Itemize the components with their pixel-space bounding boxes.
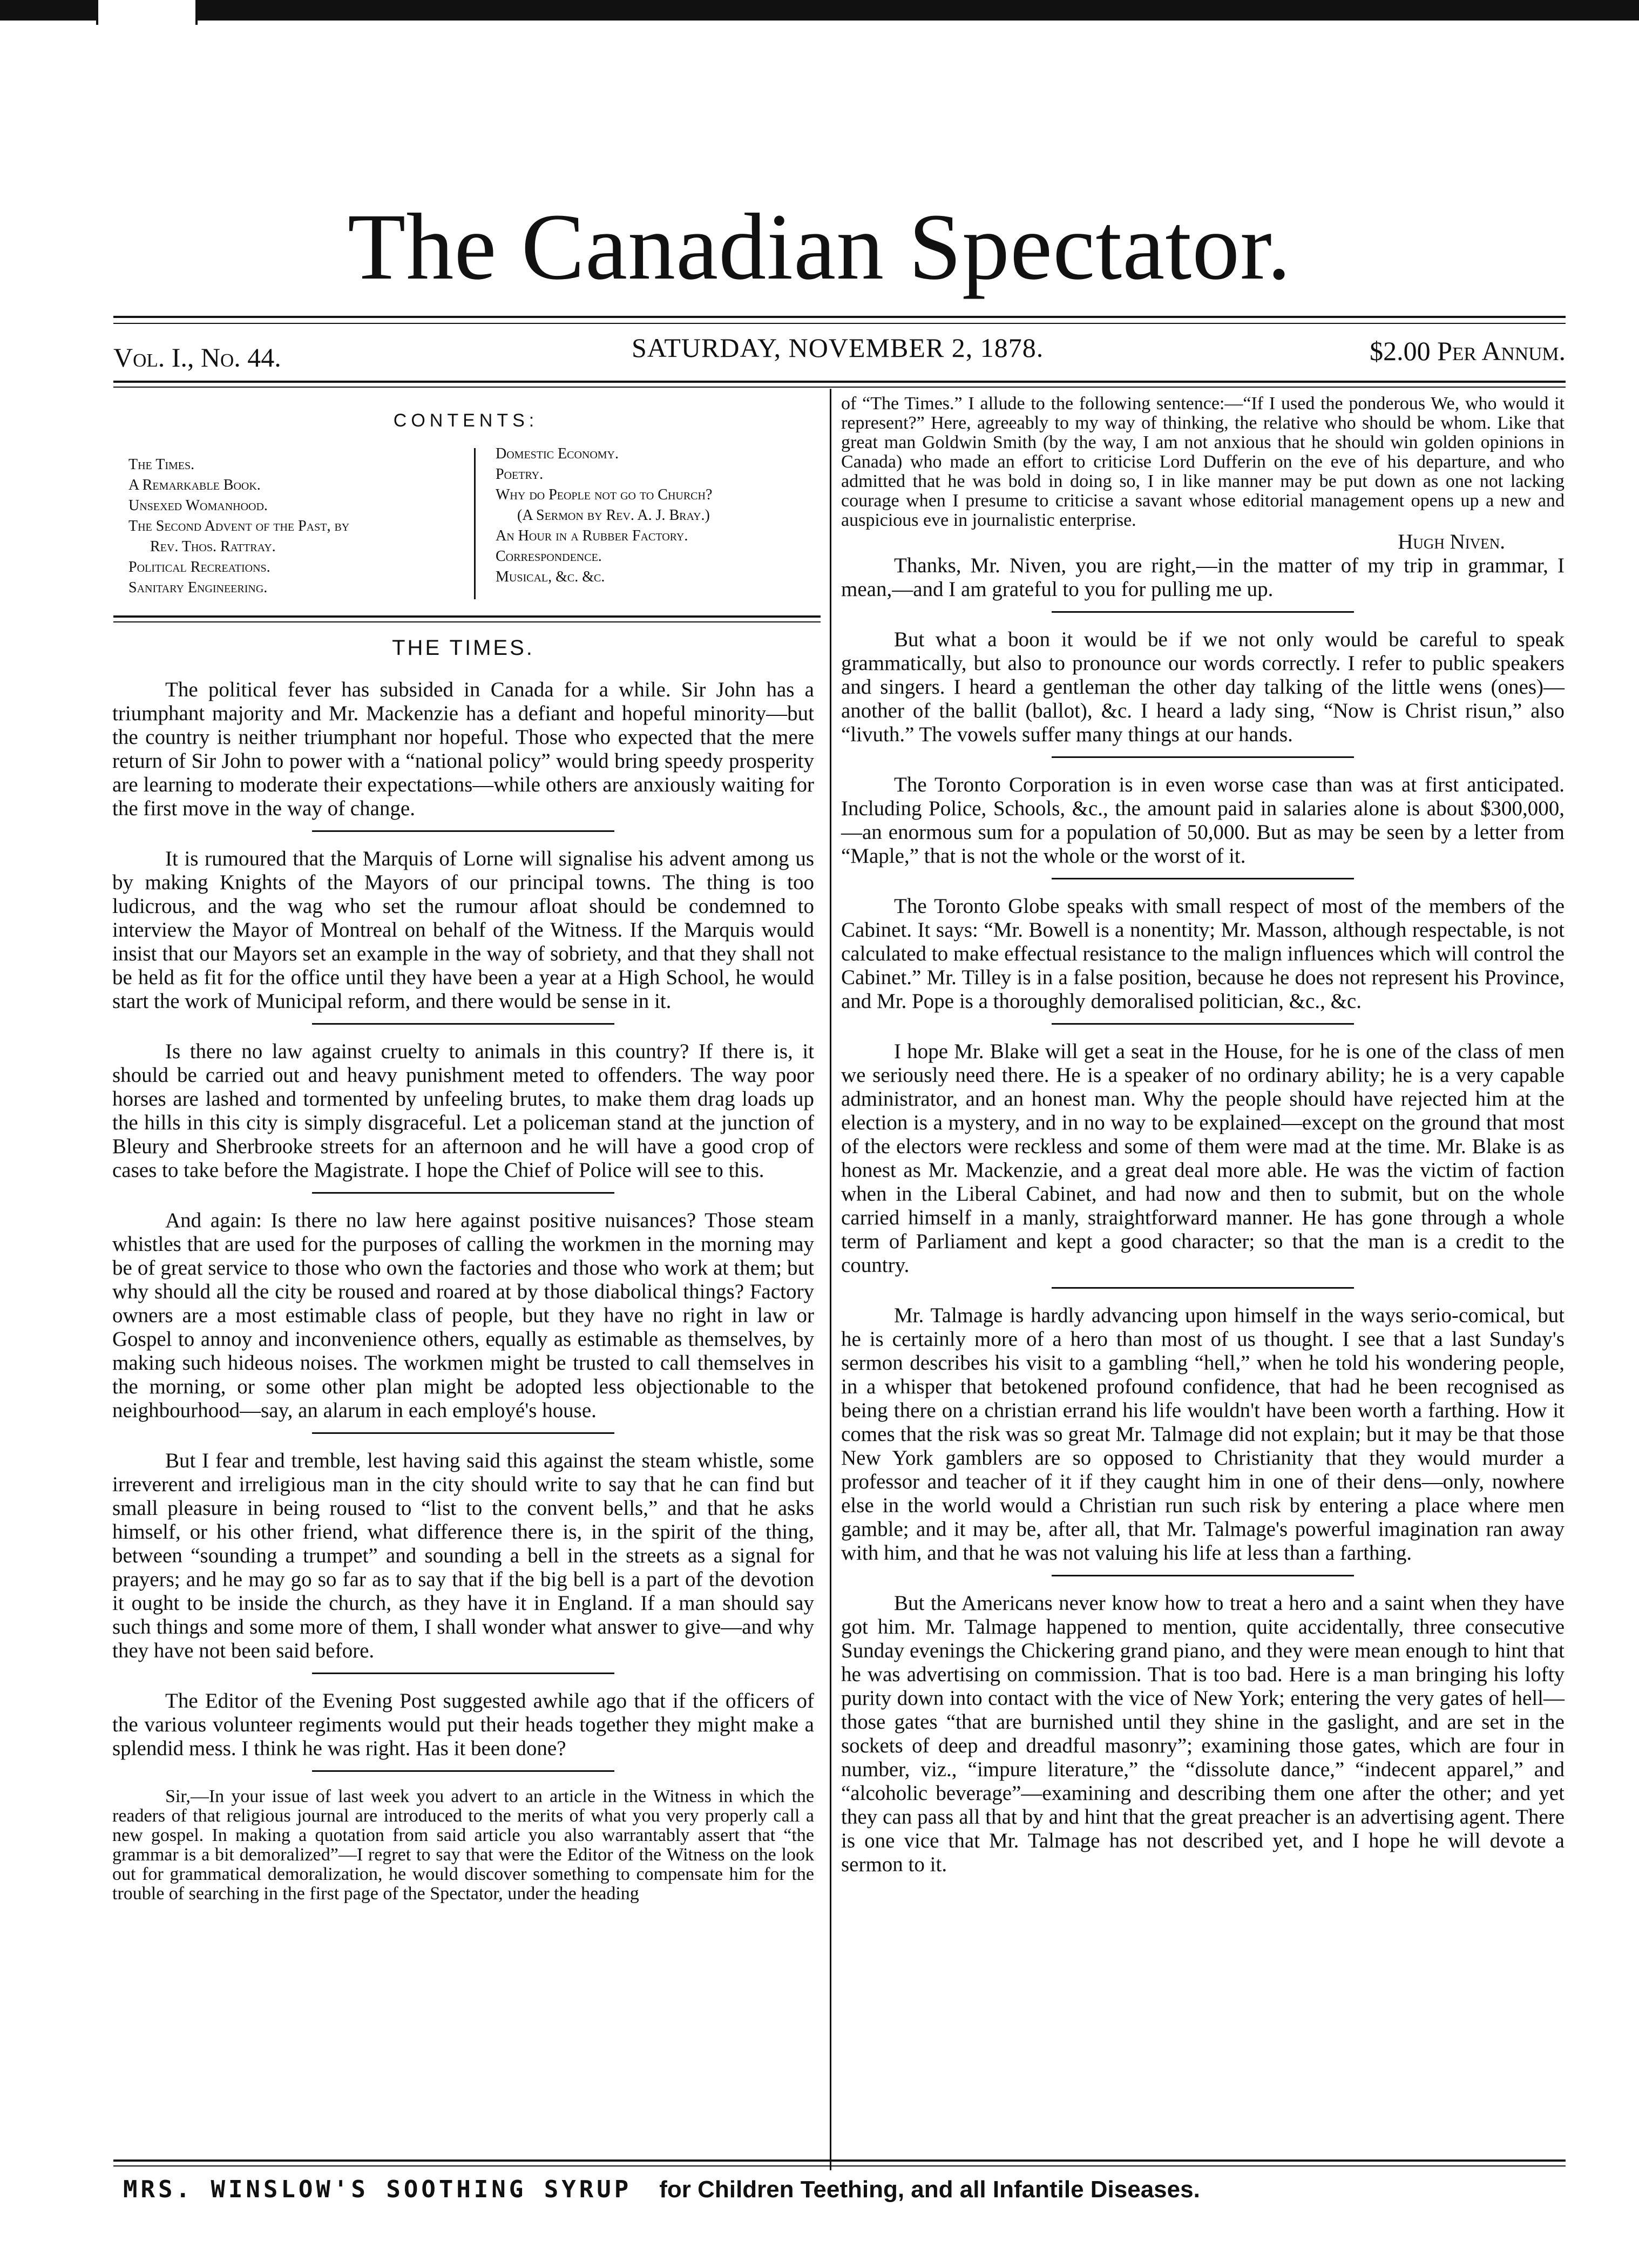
contents-item: Musical, &c. &c. <box>496 568 605 585</box>
footer-rule <box>113 2159 1566 2162</box>
paragraph-separator <box>312 1673 614 1674</box>
volume-number: Vol. I., No. 44. <box>113 342 281 373</box>
article-paragraph: Mr. Talmage is hardly advancing upon himself in the ways serio-comical, but he is certainly more of a hero than most of us thought. I see that a last Sunday's sermon describes his visit to a gambling “hell,” when he told his wondering people, in a whisper that betokened profound confidence, that had he been recognised as being there on a christian errand his life wouldn't have been worth a farthing. How it comes that the risk was so great Mr. Talmage did not explain; but it may be that those New York gamblers are so opposed to Christianity that they would murder a professor and teacher of it if they caught him in one of their dens—only, nowhere else in the world would a Christian run such risk by entering a place where men gamble; and it may be, after all, that Mr. Talmage's powerful imagination ran away with him, and that he was not valuing his life at less than a farthing. <box>841 1304 1564 1565</box>
contents-item: Correspondence. <box>496 548 602 565</box>
paragraph-separator <box>1052 756 1354 758</box>
paragraph-separator <box>312 1770 614 1772</box>
letter-continued: of “The Times.” I allude to the following sentence:—“If I used the ponderous We, who would it represent?” Here, agreeably to my way of thinking, the relative who should be whom. Like that great man Goldwin Smith (by the way, I am not anxious that he should win golden opinions in Canada) who made an effort to criticise Lord Dufferin on the eve of his departure, and who admitted that he was bold in doing so, I in like manner may be put down as one not lacking courage when I presume to criticise a savant whose editorial management opens up a new and auspicious eve in journalistic enterprise. <box>841 394 1564 530</box>
paragraph-separator <box>1052 1287 1354 1289</box>
paragraph-separator <box>1052 878 1354 879</box>
contents-item: Sanitary Engineering. <box>128 579 268 596</box>
top-border-notch <box>96 0 198 25</box>
contents-item: Domestic Economy. <box>496 445 619 462</box>
left-column <box>112 632 814 1904</box>
paragraph-separator <box>1052 1575 1354 1576</box>
paragraph-separator <box>1052 611 1354 613</box>
paragraph-separator <box>312 1023 614 1025</box>
masthead-rule-top-inner <box>113 323 1566 324</box>
contents-item: The Times. <box>128 456 195 473</box>
issue-date: SATURDAY, NOVEMBER 2, 1878. <box>632 333 1044 363</box>
dateline-rule-inner <box>113 387 1566 388</box>
article-paragraph: Thanks, Mr. Niven, you are right,—in the matter of my trip in grammar, I mean,—and I am grateful to you for pulling me up. <box>841 554 1564 601</box>
ad-tagline: for Children Teething, and all Infantile Diseases. <box>659 2176 1200 2203</box>
subscription-price: $2.00 Per Annum. <box>1370 336 1566 366</box>
contents-item: Poetry. <box>496 466 544 483</box>
contents-item: (A Sermon by Rev. A. J. Bray.) <box>517 507 710 524</box>
contents-item: Rev. Thos. Rattray. <box>150 538 276 555</box>
contents-item: An Hour in a Rubber Factory. <box>496 527 688 544</box>
dateline-rule <box>113 381 1566 383</box>
contents-box <box>128 410 803 610</box>
paragraph-separator <box>312 1432 614 1434</box>
dateline <box>113 332 1566 375</box>
contents-list-right <box>496 444 798 587</box>
contents-list-left <box>128 455 463 598</box>
footer-advertisement <box>123 2176 1570 2203</box>
article-paragraph: And again: Is there no law here against positive nuisances? Those steam whistles that are used for the purposes of calling the workmen in the morning may be of great service to those who own the factories and those who work at them; but why should all the city be roused and roared at by those diabolical things? Factory owners are a most estimable class of people, but they have no right in law or Gospel to annoy and inconvenience others, equally as estimable as themselves, by making such hideous noises. The workmen might be trusted to call themselves in the morning, or some other plan might be adopted less objectionable to the neighbourhood—say, an alarum in each employé's house. <box>112 1209 814 1422</box>
article-paragraph: The Editor of the Evening Post suggested awhile ago that if the officers of the various volunteer regiments would put their heads together they might make a splendid mess. I think he was right. Has it been done? <box>112 1689 814 1760</box>
contents-item: Unsexed Womanhood. <box>128 497 268 514</box>
ad-brand-name: MRS. WINSLOW'S SOOTHING SYRUP <box>123 2176 632 2203</box>
masthead-rule-top <box>113 316 1566 318</box>
contents-rule <box>113 615 821 618</box>
letter-to-editor: Sir,—In your issue of last week you advert to an article in the Witness in which the readers of that religious journal are introduced to the merits of what you very properly call a new gospel. In making a quotation from said article you also warrantably assert that “the grammar is a bit demoralized”—I regret to say that were the Editor of the Witness on the look out for grammatical demoralization, he would discover something to compensate him for the trouble of searching in the first page of the Spectator, under the heading <box>112 1786 814 1904</box>
article-paragraph: The political fever has subsided in Canada for a while. Sir John has a triumphant majority and Mr. Mackenzie has a defiant and hopeful minority—but the country is neither triumphant nor hopeful. Those who expected that the mere return of Sir John to power with a “national policy” would bring speedy prosperity are learning to moderate their expectations—while others are anxiously waiting for the first move in the way of change. <box>112 678 814 820</box>
article-paragraph: But I fear and tremble, lest having said this against the steam whistle, some irreverent and irreligious man in the city should write to say that he can find but small pleasure in being roused to “list to the convent bells,” and that he asks himself, or his other friend, what difference there is, in the spirit of the thing, between “sounding a trumpet” and sounding a bell in the streets as a signal for prayers; and he may go so far as to say that if the big bell is a part of the devotion it ought to be inside the church, as they have it in England. If a man should say such things and some more of them, I shall wonder what answer to give—and why they have not been said before. <box>112 1449 814 1662</box>
section-heading-the-times: THE TIMES. <box>392 636 534 660</box>
contents-item: A Remarkable Book. <box>128 477 261 493</box>
paragraph-separator <box>1052 1023 1354 1025</box>
contents-rule-inner <box>113 621 821 622</box>
letter-signature: Hugh Niven. <box>1398 530 1505 553</box>
contents-item: Why do People not go to Church? <box>496 486 713 503</box>
contents-divider <box>474 448 476 599</box>
top-border-bar <box>0 0 1639 21</box>
footer-rule-inner <box>113 2165 1566 2167</box>
paragraph-separator <box>312 1192 614 1194</box>
paragraph-separator <box>312 830 614 832</box>
contents-item: The Second Advent of the Past, by <box>128 518 350 534</box>
article-paragraph: I hope Mr. Blake will get a seat in the House, for he is one of the class of men we seriously need there. He is a speaker of no ordinary ability; he is a very capable administrator, and an honest man. Why the people should have rejected him at the election is a mystery, and in no way to be explained—except on the ground that most of the electors were reckless and some of them were mad at the time. Mr. Blake is as honest as Mr. Mackenzie, and a great deal more able. He was the victim of faction when in the Liberal Cabinet, and had now and then to submit, but on the whole carried himself in a manly, straightforward manner. He has gone through a whole term of Parliament and kept a good character; so that the man is a credit to the country. <box>841 1040 1564 1277</box>
article-paragraph: The Toronto Globe speaks with small respect of most of the members of the Cabinet. It says: “Mr. Bowell is a nonentity; Mr. Masson, although respectable, is not calculated to make effectual resistance to the malign influences which will control the Cabinet.” Mr. Tilley is in a false position, because he does not represent his Province, and Mr. Pope is a thoroughly demoralised politician, &c., &c. <box>841 895 1564 1013</box>
article-paragraph: It is rumoured that the Marquis of Lorne will signalise his advent among us by making Knights of the Mayors of our principal towns. The thing is too ludicrous, and the wag who set the rumour afloat should be condemned to interview the Mayor of Montreal on behalf of the Witness. If the Marquis would insist that our Mayors set an example in the way of sobriety, and that they shall not be held as fit for the office until they have been a year at a High School, he would start the work of Municipal reform, and there would be sense in it. <box>112 847 814 1013</box>
contents-heading: CONTENTS: <box>393 410 539 431</box>
article-paragraph: But what a boon it would be if we not only would be careful to speak grammatically, but also to pronounce our words correctly. I refer to public speakers and singers. I heard a gentleman the other day talking of the little wens (ones)—another of the ballit (ballot), &c. I heard a lady sing, “Now is Christ risun,” also “livuth.” The vowels suffer many things at our hands. <box>841 628 1564 746</box>
contents-item: Political Recreations. <box>128 559 270 576</box>
masthead-title: The Canadian Spectator. <box>347 194 1292 300</box>
article-paragraph: The Toronto Corporation is in even worse case than was at first anticipated. Including Police, Schools, &c., the amount paid in salaries alone is about $300,000,—an enormous sum for a population of 50,000. But as may be seen by a letter from “Maple,” that is not the whole or the worst of it. <box>841 773 1564 868</box>
article-paragraph: Is there no law against cruelty to animals in this country? If there is, it should be carried out and heavy punishment meted to offenders. The way poor horses are lashed and tormented by unfeeling brutes, to make them drag loads up the hills in this city is simply disgraceful. Let a policeman stand at the junction of Bleury and Sherbrooke streets for an afternoon and he will have a good crop of cases to take before the Magistrate. I hope the Chief of Police will see to this. <box>112 1040 814 1182</box>
article-paragraph: But the Americans never know how to treat a hero and a saint when they have got him. Mr. Talmage happened to mention, quite accidentally, three consecutive Sunday evenings the Chickering grand piano, and they were mean enough to hint that he was advertising on commission. That is too bad. Here is a man bringing his lofty purity down into contact with the vice of New York; entering the very gates of hell—those gates “that are burnished until they shine in the gaslight, and are set in the sockets of deep and dreadful masonry”; examining those gates, which are four in number, viz., “impure literature,” the “dissolute dance,” “indecent apparel,” and “alcoholic beverage”—examining and describing them one after the other; and yet they can pass all that by and hint that the great preacher is an advertising agent. There is one vice that Mr. Talmage has not described yet, and I hope he will devote a sermon to it. <box>841 1592 1564 1876</box>
right-column <box>841 394 1564 1877</box>
column-divider <box>830 389 831 2170</box>
